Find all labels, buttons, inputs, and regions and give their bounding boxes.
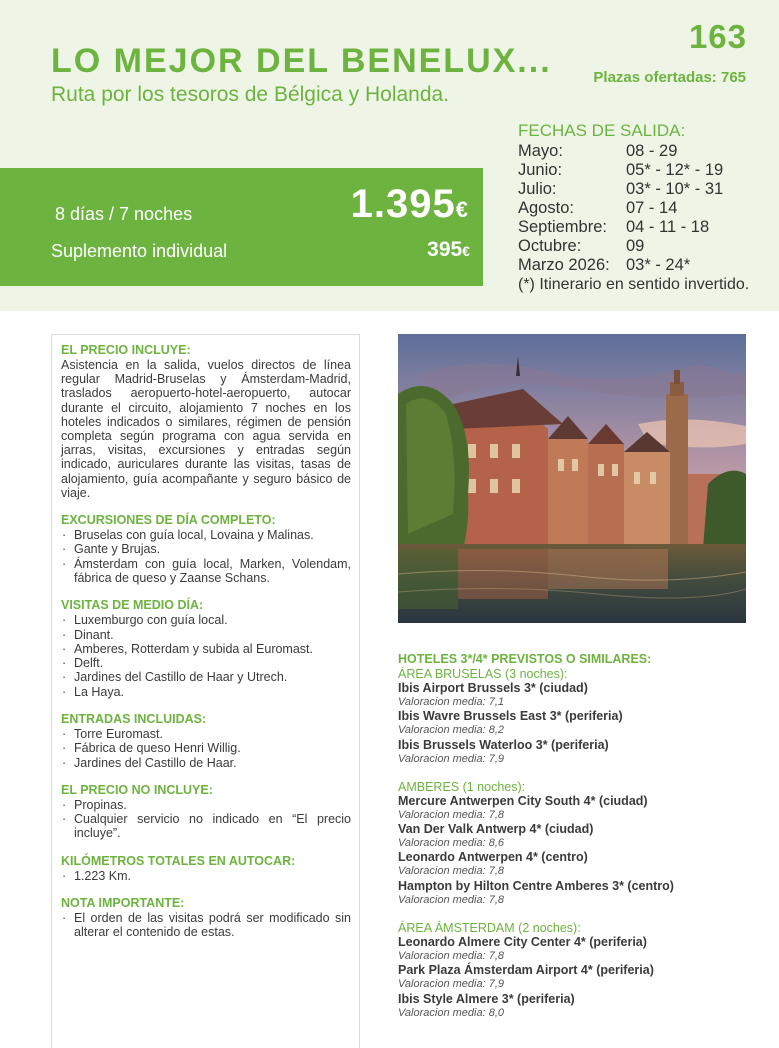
section-title: KILÓMETROS TOTALES EN AUTOCAR: [61, 853, 296, 868]
fecha-row [518, 256, 758, 275]
section-title: ENTRADAS INCLUIDAS: [61, 712, 207, 726]
hotel-area-amberes [398, 780, 758, 907]
hotel-name: Mercure Antwerpen City South 4* (ciudad) [398, 793, 648, 808]
supplement-amount [427, 238, 470, 262]
section-title: NOTA IMPORTANTE: [61, 896, 185, 911]
list-item: · Amberes, Rotterdam y subida al Euromast. [61, 642, 351, 656]
hotel-rating: Valoracion media: 8,0 [398, 1006, 504, 1019]
section-kilometros [61, 854, 351, 883]
section-incluye [61, 343, 351, 500]
area-title: ÁREA ÁMSTERDAM (2 noches): [398, 921, 581, 936]
hotel-rating: Valoracion media: 7,8 [398, 865, 504, 878]
bullet-list [61, 869, 351, 883]
list-item: · Propinas. [61, 798, 351, 812]
hotel-rating: Valoracion media: 7,8 [398, 893, 504, 906]
supplement-currency: € [462, 243, 470, 259]
fecha-dates: 07 - 14 [626, 199, 678, 217]
hotel-area-bruselas [398, 667, 758, 766]
section-entradas [61, 712, 351, 770]
list-item: · Cualquier servicio no indicado en “El precio incluye”. [61, 812, 351, 841]
fecha-row [518, 180, 758, 199]
section-title: EL PRECIO INCLUYE: [61, 343, 191, 357]
fecha-dates: 08 - 29 [626, 142, 678, 160]
bullet-list [61, 911, 351, 940]
plazas-ofertadas: Plazas ofertadas: 765 [593, 69, 746, 86]
section-text: Asistencia en la salida, vuelos directos de línea regular Madrid-Bruselas y Ámsterdam-Madrid, traslados aeropuerto-hotel-aeropuerto, autocar durante el circuito, alojamiento 7 noches en los hoteles indicados o similares, régimen de pensión completa según programa con agua servida en jarras, visitas, excursiones y entradas según indicado, auriculares durante las visitas, tasas de alojamiento, guía acompañante y seguro básico de viaje. [61, 358, 351, 500]
hotel-name: Ibis Style Almere 3* (periferia) [398, 991, 575, 1006]
hotels-title: HOTELES 3*/4* PREVISTOS O SIMILARES: [398, 652, 652, 666]
fechas-note: (*) Itinerario en sentido invertido. [518, 276, 750, 293]
hotel-name: Park Plaza Ámsterdam Airport 4* (periferia) [398, 963, 654, 978]
section-visitas [61, 598, 351, 699]
hotel-rating: Valoracion media: 7,9 [398, 978, 504, 991]
section-title: VISITAS DE MEDIO DÍA: [61, 598, 204, 613]
section-no-incluye [61, 783, 351, 841]
list-item: · Fábrica de queso Henri Willig. [61, 741, 351, 755]
hotel-name: Ibis Brussels Waterloo 3* (periferia) [398, 737, 609, 752]
hotel-rating: Valoracion media: 7,1 [398, 696, 504, 708]
hotel-rating: Valoracion media: 7,8 [398, 808, 504, 821]
fecha-dates: 04 - 11 - 18 [626, 218, 710, 236]
hotel-rating: Valoracion media: 7,9 [398, 752, 504, 765]
price-value: 1.395 [350, 182, 456, 226]
hotel-name: Ibis Wavre Brussels East 3* (periferia) [398, 709, 623, 724]
fecha-dates: 05* - 12* - 19 [626, 161, 724, 179]
fecha-row [518, 161, 758, 180]
hotels-section [398, 652, 758, 1034]
fecha-row [518, 237, 758, 256]
fecha-dates: 03* - 10* - 31 [626, 180, 724, 198]
hotel-name: Hampton by Hilton Centre Amberes 3* (centro) [398, 878, 674, 893]
conditions-panel [51, 334, 360, 1048]
supplement-label: Suplemento individual [51, 241, 228, 261]
bullet-list [61, 798, 351, 841]
fecha-month: Marzo 2026: [518, 256, 610, 274]
trip-duration: 8 días / 7 noches [55, 204, 193, 224]
list-item: · Bruselas con guía local, Lovaina y Malinas. [61, 528, 351, 542]
hotel-rating: Valoracion media: 8,2 [398, 724, 504, 737]
page-subtitle: Ruta por los tesoros de Bélgica y Holanda. [51, 83, 450, 106]
area-title: ÁREA BRUSELAS (3 noches): [398, 667, 568, 681]
hotel-name: Ibis Airport Brussels 3* (ciudad) [398, 681, 588, 695]
hotel-name: Leonardo Almere City Center 4* (periferia) [398, 935, 647, 950]
list-item: · Jardines del Castillo de Haar. [61, 756, 351, 770]
hotel-area-amsterdam [398, 921, 758, 1020]
list-item: · Ámsterdam con guía local, Marken, Volendam, fábrica de queso y Zaanse Schans. [61, 557, 351, 586]
price-box [0, 168, 483, 286]
fecha-month: Julio: [518, 180, 557, 198]
section-excursiones [61, 513, 351, 585]
fechas-title: FECHAS DE SALIDA: [518, 121, 686, 140]
fecha-month: Agosto: [518, 199, 574, 217]
section-title: EXCURSIONES DE DÍA COMPLETO: [61, 513, 276, 528]
section-title: EL PRECIO NO INCLUYE: [61, 782, 213, 797]
hotel-rating: Valoracion media: 7,8 [398, 950, 504, 963]
bullet-list [61, 727, 351, 770]
fecha-month: Mayo: [518, 142, 563, 160]
bullet-list [61, 528, 351, 585]
list-item: · La Haya. [61, 685, 351, 699]
fecha-month: Junio: [518, 161, 563, 179]
bullet-list [61, 613, 351, 699]
fecha-row [518, 142, 758, 161]
price-amount [351, 182, 469, 227]
list-item: · Dinant. [61, 628, 351, 642]
hotel-name: Leonardo Antwerpen 4* (centro) [398, 850, 588, 865]
hotel-name: Van Der Valk Antwerp 4* (ciudad) [398, 822, 594, 837]
price-currency: € [455, 197, 469, 222]
list-item: · 1.223 Km. [61, 869, 351, 883]
fecha-row [518, 199, 758, 218]
fecha-month: Septiembre: [518, 218, 607, 236]
fechas-salida [518, 121, 758, 294]
supplement-value: 395 [427, 238, 463, 261]
list-item: · Delft. [61, 656, 351, 670]
list-item: · Gante y Brujas. [61, 542, 351, 556]
list-item: · Luxemburgo con guía local. [61, 613, 351, 627]
hotel-rating: Valoracion media: 8,6 [398, 837, 504, 850]
area-title: AMBERES (1 noches): [398, 779, 526, 794]
list-item: · Jardines del Castillo de Haar y Utrech. [61, 670, 351, 684]
fecha-row [518, 218, 758, 237]
bruges-canal-photo [398, 334, 746, 623]
fecha-dates: 03* - 24* [626, 256, 691, 274]
list-item: · El orden de las visitas podrá ser modificado sin alterar el contenido de estas. [61, 911, 351, 940]
fecha-dates: 09 [626, 237, 645, 255]
fecha-month: Octubre: [518, 237, 582, 255]
section-nota [61, 896, 351, 940]
page-title: LO MEJOR DEL BENELUX... [51, 42, 552, 80]
page-number: 163 [688, 18, 747, 55]
list-item: · Torre Euromast. [61, 727, 351, 741]
